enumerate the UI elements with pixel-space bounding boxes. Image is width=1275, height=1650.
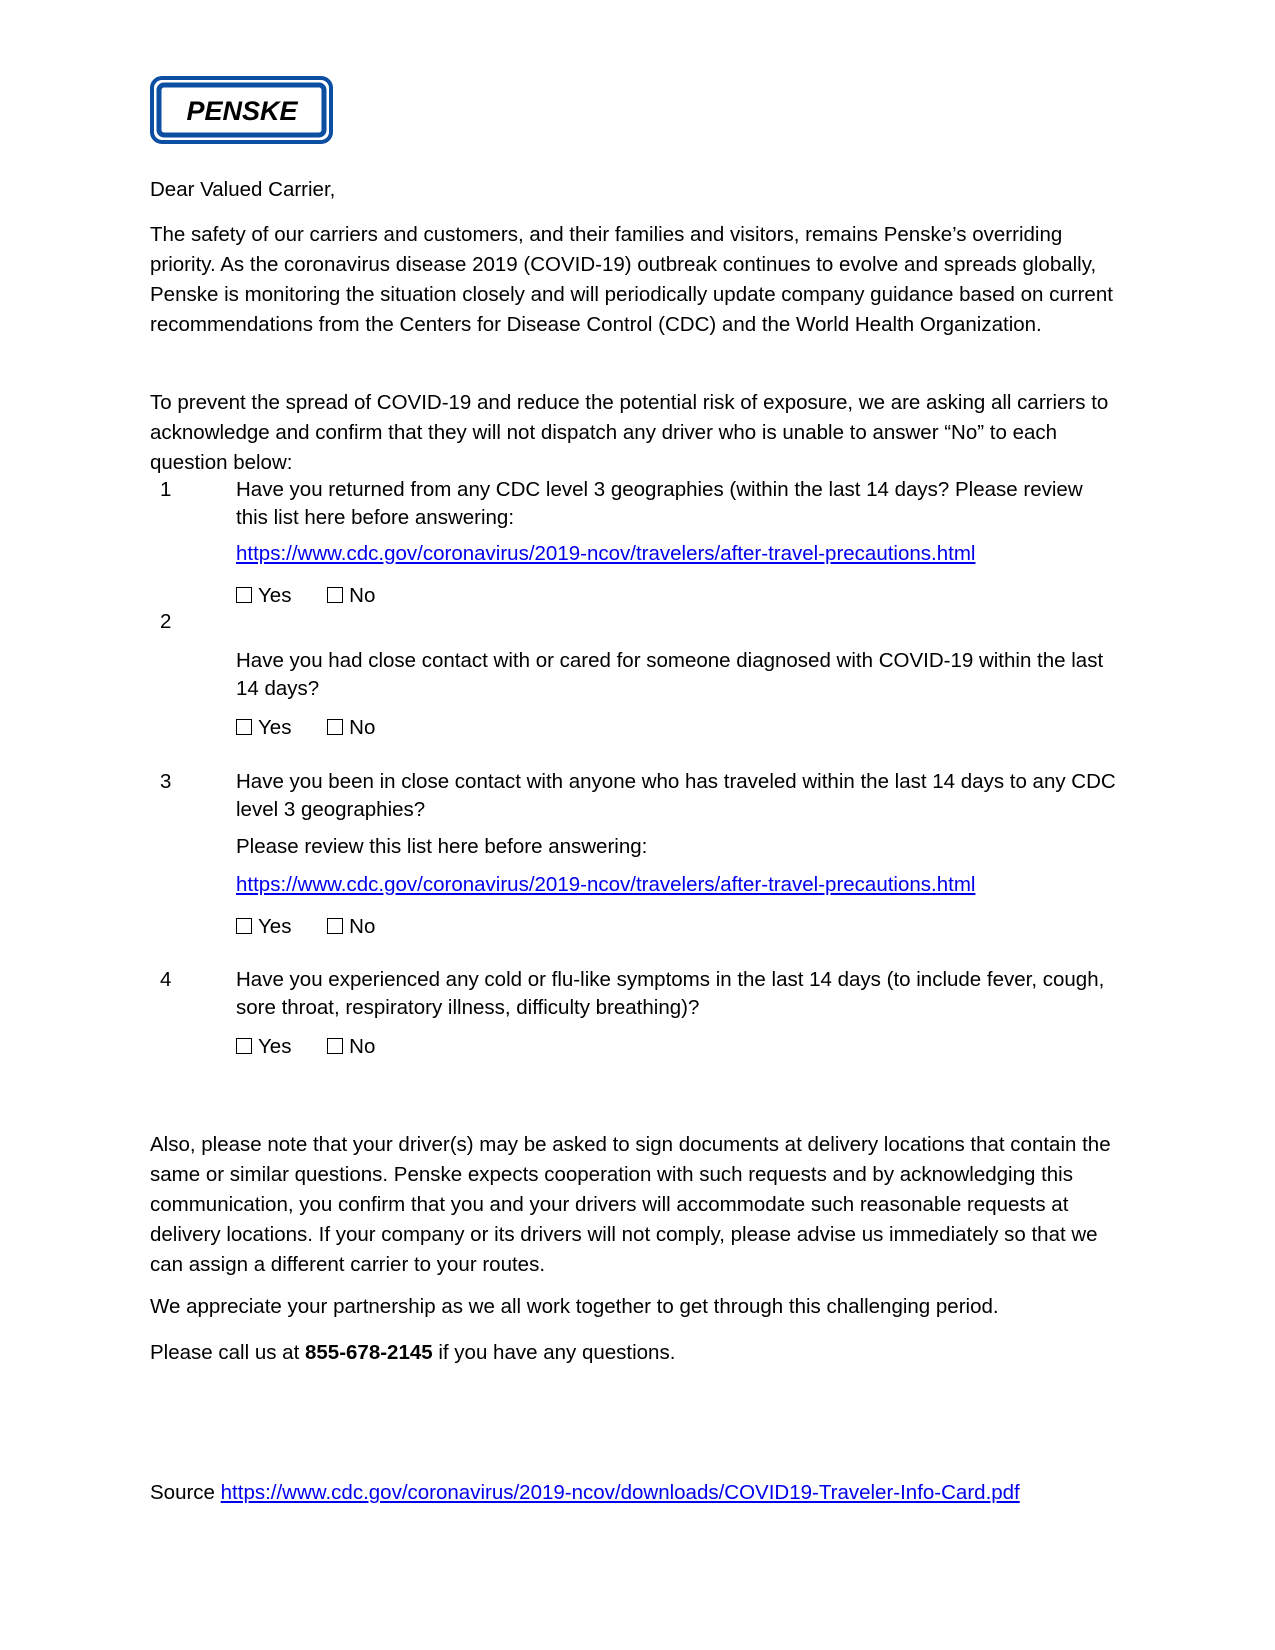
no-checkbox[interactable]	[327, 714, 375, 742]
answer-options	[236, 913, 405, 941]
no-checkbox[interactable]	[327, 582, 375, 610]
answer-options	[236, 714, 405, 742]
no-checkbox[interactable]	[327, 1033, 375, 1061]
checkbox-icon	[327, 587, 343, 603]
answer-options	[236, 1033, 405, 1061]
source-line	[150, 1478, 1125, 1508]
cdc-travel-link[interactable]: https://www.cdc.gov/coronavirus/2019-ncov/travelers/after-travel-precautions.html	[236, 873, 976, 896]
yes-label: Yes	[258, 716, 292, 739]
yes-label: Yes	[258, 1035, 292, 1058]
yes-checkbox[interactable]	[236, 582, 291, 610]
no-label: No	[349, 915, 376, 938]
contact-prefix: Please call us at	[150, 1341, 305, 1364]
penske-logo	[150, 76, 333, 144]
compliance-paragraph: Also, please note that your driver(s) may be asked to sign documents at delivery locations that contain the same or similar questions. Penske expects cooperation with such requests and by acknowledging this communication, you confirm that you and your drivers will accommodate such reasonable requests at delivery locations. If your company or its drivers will not comply, please advise us immediately so that we can assign a different carrier to your routes.	[150, 1133, 1111, 1276]
question-text: Have you had close contact with or cared for someone diagnosed with COVID-19 within the last 14 days?	[236, 649, 1104, 700]
intro-paragraph: The safety of our carriers and customers, and their families and visitors, remains Penske’s overriding priority. As the coronavirus disease 2019 (COVID-19) outbreak continues to evolve and spreads globally, Penske is monitoring the situation closely and will periodically update company guidance based on current recommendations from the Centers for Disease Control (CDC) and the World Health Organization.	[150, 223, 1113, 336]
checkbox-icon	[327, 1038, 343, 1054]
question-note: Please review this list here before answering:	[236, 835, 648, 858]
answer-options	[236, 582, 405, 610]
checkbox-icon	[236, 587, 252, 603]
no-checkbox[interactable]	[327, 913, 375, 941]
logo-text: PENSKE	[186, 96, 298, 126]
no-label: No	[349, 1035, 376, 1058]
source-link[interactable]: https://www.cdc.gov/coronavirus/2019-ncov/downloads/COVID19-Traveler-Info-Card.pdf	[220, 1481, 1020, 1504]
contact-suffix: if you have any questions.	[432, 1341, 676, 1364]
checkbox-icon	[236, 918, 252, 934]
question-number: 3	[160, 770, 172, 793]
yes-checkbox[interactable]	[236, 1033, 291, 1061]
question-text: Have you returned from any CDC level 3 geographies (within the last 14 days? Please review this list here before answering:	[236, 478, 1083, 529]
yes-label: Yes	[258, 584, 292, 607]
source-label: Source	[150, 1481, 221, 1504]
question-text: Have you been in close contact with anyone who has traveled within the last 14 days to any CDC level 3 geographies?	[236, 770, 1116, 821]
question-number: 2	[160, 610, 172, 633]
yes-label: Yes	[258, 915, 292, 938]
request-paragraph: To prevent the spread of COVID-19 and reduce the potential risk of exposure, we are asking all carriers to acknowledge and confirm that they will not dispatch any driver who is unable to answer “No” to each question below:	[150, 391, 1109, 474]
no-label: No	[349, 716, 376, 739]
checkbox-icon	[327, 719, 343, 735]
yes-checkbox[interactable]	[236, 714, 291, 742]
no-label: No	[349, 584, 376, 607]
checkbox-icon	[236, 1038, 252, 1054]
question-number: 1	[160, 478, 172, 501]
checkbox-icon	[327, 918, 343, 934]
question-text: Have you experienced any cold or flu-like symptoms in the last 14 days (to include fever, cough, sore throat, respiratory illness, difficulty breathing)?	[236, 968, 1105, 1019]
contact-paragraph	[150, 1338, 1125, 1368]
question-number: 4	[160, 968, 172, 991]
cdc-travel-link[interactable]: https://www.cdc.gov/coronavirus/2019-ncov/travelers/after-travel-precautions.html	[236, 542, 976, 565]
yes-checkbox[interactable]	[236, 913, 291, 941]
appreciation-paragraph: We appreciate your partnership as we all work together to get through this challenging period.	[150, 1295, 999, 1318]
checkbox-icon	[236, 719, 252, 735]
phone-number: 855-678-2145	[304, 1341, 433, 1364]
greeting: Dear Valued Carrier,	[150, 178, 336, 201]
